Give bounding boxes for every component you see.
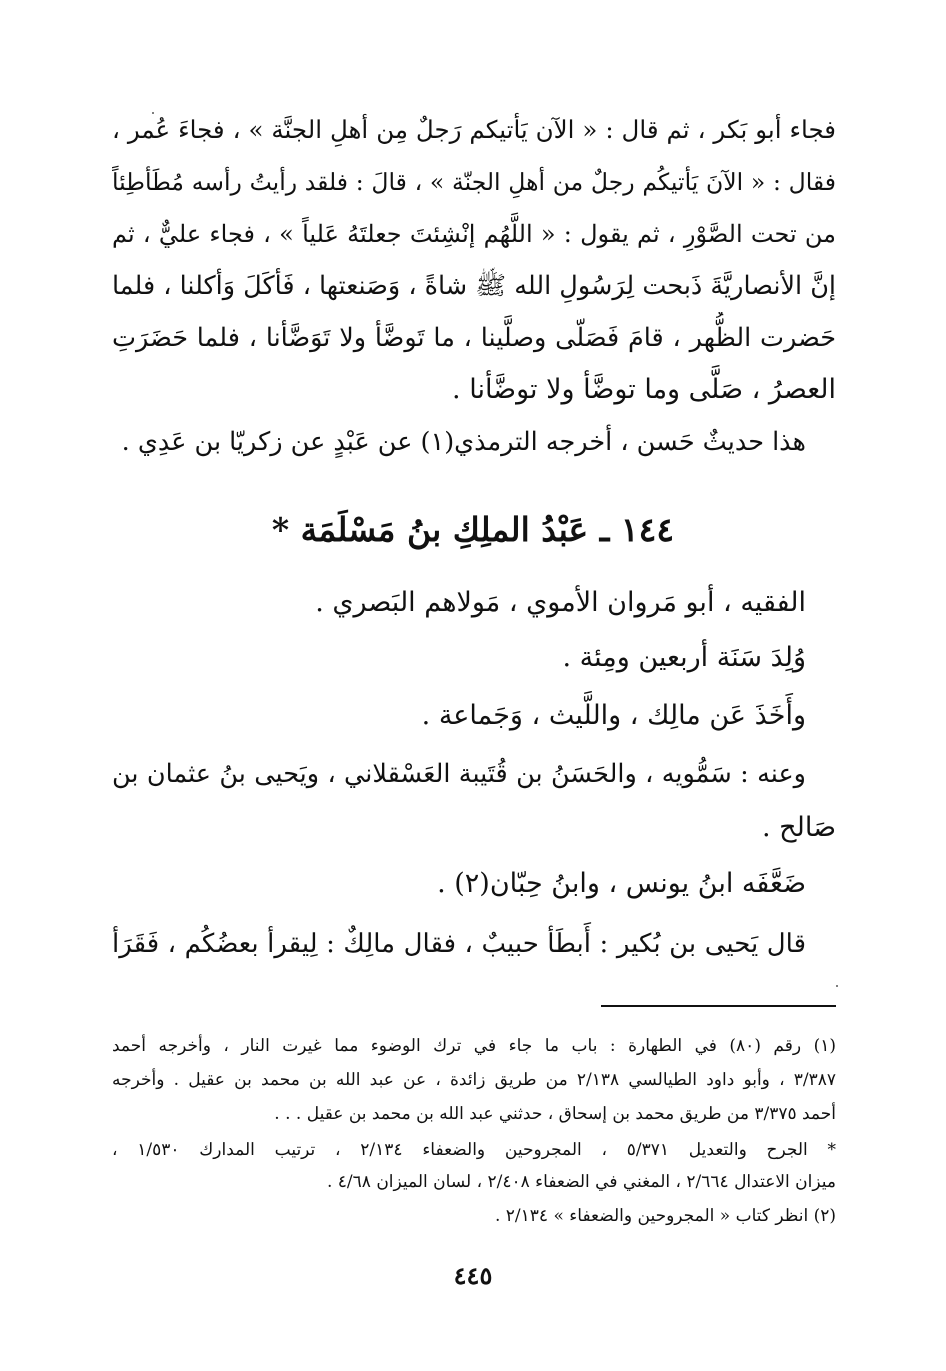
body-line: من تحت الصَّوْرِ ، ثم يقول : « اللَّهُم إنْشِئتَ جعلتَهُ عَلياً » ، فجاء عليٌّ ، ثم [112,220,836,248]
hadith-grading-line: هذا حديثٌ حَسن ، أخرجه الترمذي(١) عن عَبْدٍ عن زكريّا بن عَدِي . [121,427,806,457]
footnote-line: ميزان الاعتدال ٢/٦٦٤ ، المغني في الضعفاء ٢/٤٠٨ ، لسان الميزان ٤/٦٨ . [326,1172,836,1192]
body-line: فقال : « الآنَ يَأتيكُم رجلٌ من أهلِ الجنّة » ، قالَ : فلقد رأيتُ رأسه مُطَأطِئاً [112,168,836,196]
footnote-divider [601,1005,836,1007]
entry-line: وأَخَذَ عَن مالِك ، واللَّيث ، وَجَماعة . [421,700,806,731]
entry-line: الفقيه ، أبو مَروان الأموي ، مَولاهم البَصري . [315,587,806,618]
body-line: العصرُ ، صَلَّى وما توضَّأ ولا توضَّأنا . [452,374,836,405]
body-line: إنَّ الأنصاريَّةَ ذَبحت لِرَسُولِ الله ﷺ شاةً ، وَصَنعتها ، فَأكَلَ وَأكلنا ، فلما [112,271,836,301]
body-line: حَضرت الظُّهر ، قامَ فَصَلّى وصلَّينا ، ما تَوضَّأ ولا تَوَضَّأنا ، فلما حَضَرَتِ [112,323,836,353]
entry-line: قال يَحيى بن بُكير : أَبطَأ حبيبٌ ، فقال مالِكٌ : لِيقرأ بعضُكُم ، فَقَرَأ [112,929,806,959]
entry-line: ضَعَّفَه ابنُ يونس ، وابنُ حِبّان(٢) . [437,868,806,899]
body-line: فجاء أبو بَكر ، ثم قال : « الآن يَأتيكم رَجلٌ مِن أهلِ الجنَّة » ، فجاءَ عُمر ، [112,115,836,144]
footnote-line: (١) رقم (٨٠) في الطهارة : باب ما جاء في ترك الوضوء مما غيرت النار ، وأخرجه أحمد [112,1036,836,1056]
entry-line: وُلِدَ سَنَة أربعين ومِئة . [562,642,806,673]
footnote-line: * الجرح والتعديل ٥/٣٧١ ، المجروحين والضعفاء ٢/١٣٤ ، ترتيب المدارك ١/٥٣٠ ، [112,1140,836,1160]
footnote-line: أحمد ٣/٣٧٥ من طريق محمد بن إسحاق ، حدثني عبد الله بن محمد بن عقيل . . . [274,1104,836,1124]
page-number: ٤٤٥ [453,1261,493,1290]
footnote-line: ٣/٣٨٧ ، وأبو داود الطيالسي ٢/١٣٨ من طريق زائدة ، عن عبد الله بن محمد بن عقيل . وأخرجه [112,1070,836,1090]
entry-line: وعنه : سَمُّويه ، والحَسَنُ بن قُتَيبة العَسْقلاني ، ويَحيى بنُ عثمان بن [112,759,806,789]
footnote-line: (٢) انظر كتاب « المجروحين والضعفاء » ٢/١٣٤ . [494,1206,836,1226]
scan-speck [836,985,838,987]
entry-heading: ١٤٤ ـ عَبْدُ الملِكِ بنُ مَسْلَمَة * [271,510,675,549]
entry-line: صَالح . [762,812,836,843]
